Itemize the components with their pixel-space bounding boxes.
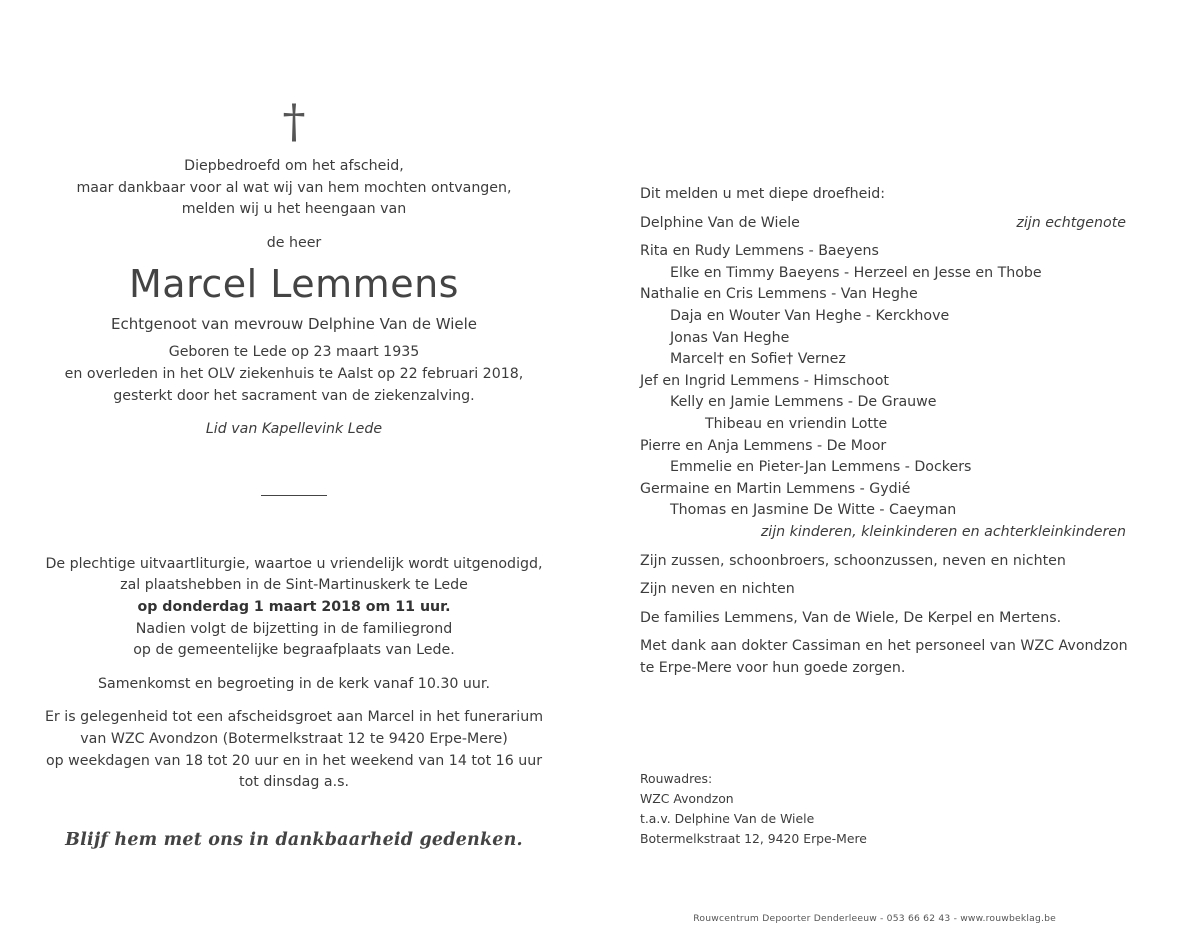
family-member: Kelly en Jamie Lemmens - De Grauwe: [670, 394, 937, 411]
birth-death-text: [40, 342, 548, 407]
visitation-text: [40, 707, 548, 793]
birth-death-line: Geboren te Lede op 23 maart 1935: [168, 344, 420, 361]
thanks-line: Met dank aan dokter Cassiman en het personeel van WZC Avondzon: [640, 638, 1128, 655]
cross-icon: †: [282, 94, 306, 148]
mourning-address: [640, 769, 867, 849]
birth-death-line: gesterkt door het sacrament van de ziekenzalving.: [113, 387, 475, 404]
spouse-text: Echtgenoot van mevrouw Delphine Van de Wiele: [110, 315, 477, 334]
intro-line: Diepbedroefd om het afscheid,: [184, 158, 404, 174]
announcement-intro: Dit melden u met diepe droefheid:: [640, 186, 886, 202]
family-member: Marcel† en Sofie† Vernez: [670, 351, 846, 368]
family-member: Nathalie en Cris Lemmens - Van Heghe: [640, 286, 918, 303]
burial-line: op de gemeentelijke begraafplaats van Lede.: [133, 642, 455, 659]
intro-text: [40, 156, 548, 221]
siblings-text: Zijn zussen, schoonbroers, schoonzussen, neven en nichten: [640, 552, 1066, 569]
intro-line: melden wij u het heengaan van: [181, 201, 407, 218]
burial-line: Nadien volgt de bijzetting in de familiegrond: [135, 620, 453, 637]
family-member: Jef en Ingrid Lemmens - Himschoot: [640, 372, 889, 389]
visitation-line: van WZC Avondzon (Botermelkstraat 12 te 9420 Erpe-Mere): [80, 730, 508, 747]
family-member: Thomas en Jasmine De Witte - Caeyman: [670, 502, 957, 519]
address-line: Botermelkstraat 12, 9420 Erpe-Mere: [640, 831, 867, 846]
spouse-row: [640, 213, 1126, 235]
family-role: zijn kinderen, kleinkinderen en achterkleinkinderen: [760, 523, 1126, 540]
family-member: Thibeau en vriendin Lotte: [705, 415, 888, 432]
motto: Blijf hem met ons in dankbaarheid gedenken.: [65, 829, 523, 850]
family-member: Rita en Rudy Lemmens - Baeyens: [640, 243, 879, 260]
thanks-line: te Erpe-Mere voor hun goede zorgen.: [640, 659, 906, 676]
funeral-line: De plechtige uitvaartliturgie, waartoe u vriendelijk wordt uitgenodigd,: [45, 555, 543, 572]
funeral-line: zal plaatshebben in de Sint-Martinuskerk te Lede: [120, 577, 468, 594]
divider: [261, 495, 327, 496]
right-column: [640, 184, 1126, 679]
family-member: Jonas Van Heghe: [670, 329, 790, 346]
membership-text: Lid van Kapellevink Lede: [205, 421, 383, 438]
left-column: [40, 92, 548, 850]
gathering-text: Samenkomst en begroeting in de kerk vanaf 10.30 uur.: [98, 675, 490, 692]
birth-death-line: en overleden in het OLV ziekenhuis te Aalst op 22 februari 2018,: [64, 365, 524, 382]
cousins-text: Zijn neven en nichten: [640, 581, 795, 598]
family-member: Daja en Wouter Van Heghe - Kerckhove: [670, 307, 950, 324]
title-prefix: de heer: [266, 234, 322, 251]
address-line: Rouwadres:: [640, 771, 713, 786]
visitation-line: op weekdagen van 18 tot 20 uur en in het weekend van 14 tot 16 uur: [45, 752, 543, 769]
families-text: De families Lemmens, Van de Wiele, De Kerpel en Mertens.: [640, 609, 1062, 626]
intro-line: maar dankbaar voor al wat wij van hem mochten ontvangen,: [76, 179, 512, 196]
thanks-text: [640, 636, 1126, 679]
funeral-text: [40, 554, 548, 662]
visitation-line: Er is gelegenheid tot een afscheidsgroet aan Marcel in het funerarium: [44, 709, 544, 726]
address-line: t.a.v. Delphine Van de Wiele: [640, 811, 815, 826]
footer-credit: Rouwcentrum Depoorter Denderleeuw - 053 66 62 43 - www.rouwbeklag.be: [693, 913, 1056, 924]
address-line: WZC Avondzon: [640, 791, 734, 806]
family-member: Germaine en Martin Lemmens - Gydié: [640, 480, 911, 497]
family-member: Elke en Timmy Baeyens - Herzeel en Jesse en Thobe: [670, 264, 1042, 281]
funeral-date: op donderdag 1 maart 2018 om 11 uur.: [137, 598, 451, 615]
family-list: [640, 241, 1126, 543]
spouse-name: Delphine Van de Wiele: [640, 214, 800, 231]
family-member: Pierre en Anja Lemmens - De Moor: [640, 437, 887, 454]
visitation-line: tot dinsdag a.s.: [239, 774, 349, 791]
family-member: Emmelie en Pieter-Jan Lemmens - Dockers: [670, 459, 972, 476]
deceased-name: Marcel Lemmens: [129, 262, 459, 307]
spouse-role: zijn echtgenote: [1016, 214, 1126, 231]
